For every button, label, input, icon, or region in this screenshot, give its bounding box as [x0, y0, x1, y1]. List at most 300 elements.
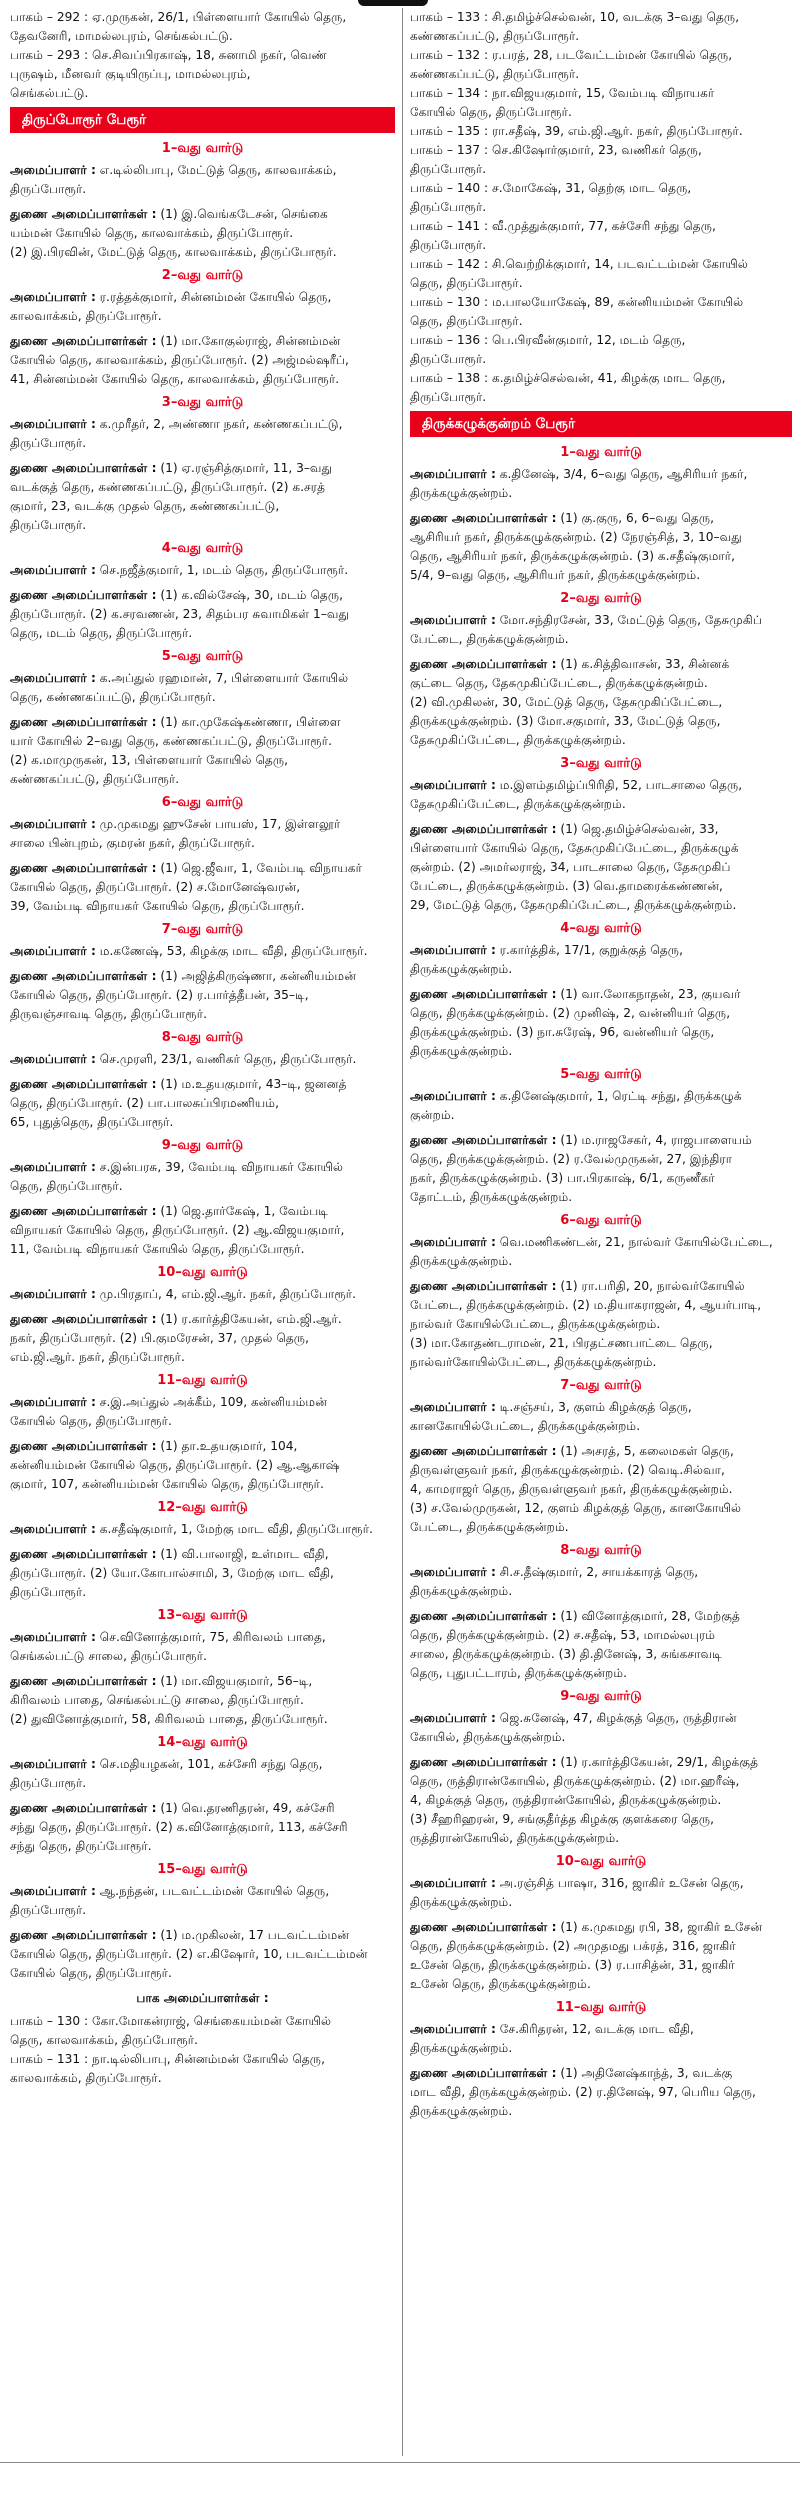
town-banner: திருப்போரூர் பேரூர் — [10, 107, 395, 133]
text-line — [10, 497, 395, 516]
text-line — [410, 1937, 792, 1956]
role-label: துணை அமைப்பாளர்கள் : — [410, 1609, 557, 1623]
line-text: தெரு, திருக்கழுக்குன்றம். (2) ச.சதீஷ், 53, மாமல்லபுரம் — [410, 1628, 716, 1642]
text-line — [410, 1728, 792, 1747]
line-text: பாகம் – 132 : ர.பரத், 28, படவேட்டம்மன் கோயில் தெரு, — [410, 48, 733, 62]
line-text: திருப்போரூர். — [10, 182, 87, 196]
line-text: ச.இ.அப்துல் அக்கீம், 109, கன்னியம்மன் — [95, 1395, 328, 1409]
line-text: திருப்போரூர். (2) க.சரவணன், 23, சிதம்பர சுவாமிகள் 1–வது — [10, 607, 350, 621]
text-line — [10, 1094, 395, 1113]
line-text: (1) ஜெ.தார்கேஷ், 1, வேம்படி — [156, 1204, 328, 1218]
line-text: ர.கார்த்திக், 17/1, குறுக்குத் தெரு, — [495, 943, 683, 957]
line-text: (1) ஜெ.ஜீவா, 1, வேம்படி விநாயகர் — [156, 861, 362, 875]
text-line — [410, 1829, 792, 1848]
line-text: தெரு, திருப்போரூர். — [10, 1179, 123, 1193]
role-label: அமைப்பாளர் : — [410, 467, 496, 481]
text-line — [10, 1945, 395, 1964]
role-label: அமைப்பாளர் : — [10, 1395, 96, 1409]
line-text: (1) வா.லோகநாதன், 23, குயவர் — [556, 987, 741, 1001]
text-line — [410, 896, 792, 915]
role-label: துணை அமைப்பாளர்கள் : — [10, 1439, 157, 1453]
line-text: (1) க.சித்திவாசன், 33, சின்னக் — [556, 657, 730, 671]
text-line — [410, 8, 792, 27]
text-line — [410, 255, 792, 274]
text-line — [10, 1628, 395, 1647]
ward-heading: 14–வது வார்டு — [157, 1735, 248, 1750]
text-line — [10, 1799, 395, 1818]
text-line — [10, 859, 395, 878]
text-line — [10, 688, 395, 707]
text-line — [10, 1475, 395, 1494]
text-line — [410, 1810, 792, 1829]
ward-heading: 1–வது வார்டு — [161, 141, 244, 156]
text-line — [410, 160, 792, 179]
masthead-fragment — [358, 0, 428, 6]
line-text: திருப்போரூர். — [410, 238, 487, 252]
ward-heading: 11–வது வார்டு — [555, 2000, 647, 2015]
line-text: (3) ச.வேல்முருகன், 12, குளம் கிழக்குத் தெரு, கானகோயில் — [410, 1501, 742, 1515]
line-text: திருப்போரூர். — [10, 436, 87, 450]
line-text: எ.டில்லிபாபு, மேட்டுத் தெரு, காலவாக்கம், — [95, 163, 337, 177]
text-line — [10, 161, 395, 180]
role-label: துணை அமைப்பாளர்கள் : — [10, 1204, 157, 1218]
ward-heading: 3–வது வார்டு — [161, 395, 244, 410]
text-line — [410, 1607, 792, 1626]
text-line — [10, 1202, 395, 1221]
text-line — [10, 288, 395, 307]
text-line — [10, 1412, 395, 1431]
line-text: (1) அஜித்கிருஷ்ணா, கன்னியம்மன் — [156, 969, 357, 983]
role-label: துணை அமைப்பாளர்கள் : — [410, 1444, 557, 1458]
role-label: துணை அமைப்பாளர்கள் : — [10, 207, 157, 221]
text-line — [10, 1437, 395, 1456]
text-line — [410, 960, 792, 979]
line-text: கண்ணகப்பட்டு, திருப்போரூர். — [410, 67, 580, 81]
text-line — [410, 1233, 792, 1252]
text-line — [10, 1285, 395, 1304]
line-text: நால்வர் கோயில்பேட்டை, திருக்கழுக்குன்றம். — [410, 1317, 661, 1331]
text-line — [410, 1315, 792, 1334]
line-text: செங்கல்பட்டு. — [10, 86, 89, 100]
text-line — [10, 878, 395, 897]
text-line — [10, 2050, 395, 2069]
line-text: காலவாக்கம், திருப்போரூர். — [10, 309, 162, 323]
text-line — [410, 274, 792, 293]
text-line — [410, 985, 792, 1004]
text-line — [410, 776, 792, 795]
line-text: (2) இ.பிரவின், மேட்டுத் தெரு, காலவாக்கம், திருப்போரூர். — [10, 245, 337, 259]
text-line — [410, 1918, 792, 1937]
text-line — [10, 459, 395, 478]
line-text: சாலை பின்புறம், குமரன் நகர், திருப்போரூர். — [10, 836, 255, 850]
line-text: திருப்போரூர். — [10, 1585, 87, 1599]
text-line — [10, 834, 395, 853]
role-label: அமைப்பாளர் : — [410, 1565, 496, 1579]
ward-heading: 15–வது வார்டு — [157, 1862, 248, 1877]
text-line — [10, 1520, 395, 1539]
text-line — [410, 2064, 792, 2083]
text-line — [10, 1647, 395, 1666]
text-line — [10, 561, 395, 580]
line-text: சாலை, திருக்கழுக்குன்றம். (3) தி.தினேஷ், 3, சுங்கசாவடி — [410, 1647, 722, 1661]
ward-heading: 5–வது வார்டு — [161, 649, 244, 664]
line-text: 39, வேம்படி விநாயகர் கோயில் தெரு, திருப்போரூர். — [10, 899, 305, 913]
text-line — [410, 1626, 792, 1645]
text-line — [10, 1583, 395, 1602]
line-text: சே.கிரிதரன், 12, வடக்கு மாட வீதி, — [495, 2022, 694, 2036]
line-text: பாகம் – 140 : ச.மோகேஷ், 31, தெற்கு மாட தெரு, — [410, 181, 692, 195]
text-line — [410, 1188, 792, 1207]
text-line — [410, 1893, 792, 1912]
right-column — [410, 8, 792, 2456]
line-text: தேவனேரி, மாமல்லபுரம், செங்கல்பட்டு. — [10, 29, 233, 43]
text-line — [410, 46, 792, 65]
text-line — [410, 1753, 792, 1772]
line-text: எம்.ஜி.ஆர். நகர், திருப்போரூர். — [10, 1350, 185, 1364]
ward-heading: 10–வது வார்டு — [555, 1854, 647, 1869]
text-line — [10, 1329, 395, 1348]
line-text: திருப்போரூர். — [410, 352, 487, 366]
text-line — [10, 1672, 395, 1691]
line-text: திருக்கழுக்குன்றம். (3) மோ.சகுமார், 33, மேட்டுத் தெரு, — [410, 714, 721, 728]
role-label: அமைப்பாளர் : — [10, 944, 96, 958]
role-label: அமைப்பாளர் : — [10, 1522, 96, 1536]
line-text: திருப்போரூர். (2) யோ.கோபால்சாமி, 3, மேற்கு மாட வீதி, — [10, 1566, 334, 1580]
line-text: தெரு, ருத்திரான்கோயில், திருக்கழுக்குன்றம். (2) மா.ஹரீஷ், — [410, 1774, 740, 1788]
line-text: பேட்டை, திருக்கழுக்குன்றம். (2) ம.தியாகராஜன், 4, ஆயர்பாடி, — [410, 1298, 762, 1312]
text-line — [410, 1042, 792, 1061]
line-text: தெரு, புதுபட்டாரம், திருக்கழுக்குன்றம். — [410, 1666, 628, 1680]
text-line — [410, 1417, 792, 1436]
role-label: துணை அமைப்பாளர்கள் : — [10, 1077, 157, 1091]
line-text: (1) கு.குரு, 6, 6–வது தெரு, — [556, 511, 715, 525]
text-line — [410, 1398, 792, 1417]
line-text: பாகம் – 138 : க.தமிழ்ச்செல்வன், 41, கிழக்கு மாட தெரு, — [410, 371, 726, 385]
text-line — [410, 1480, 792, 1499]
line-text: க.அப்துல் ரஹமான், 7, பிள்ளையார் கோயில் — [95, 671, 349, 685]
text-line — [10, 751, 395, 770]
text-line — [10, 942, 395, 961]
line-text: பாகம் – 141 : வீ.முத்துக்குமார், 77, கச்சேரி சந்து தெரு, — [410, 219, 716, 233]
role-label: துணை அமைப்பாளர்கள் : — [410, 987, 557, 1001]
line-text: சந்து தெரு, திருப்போரூர். — [10, 1839, 152, 1853]
line-text: திருக்கழுக்குன்றம். — [410, 2041, 513, 2055]
line-text: திருக்கழுக்குன்றம். — [410, 2104, 513, 2118]
text-line — [10, 2069, 395, 2088]
text-line — [410, 312, 792, 331]
role-label: துணை அமைப்பாளர்கள் : — [410, 1920, 557, 1934]
text-line — [10, 370, 395, 389]
line-text: க.தினேஷ், 3/4, 6–வது தெரு, ஆசிரியர் நகர், — [495, 467, 748, 481]
role-label: அமைப்பாளர் : — [10, 817, 96, 831]
text-line — [410, 2039, 792, 2058]
role-label: அமைப்பாளர் : — [10, 1884, 96, 1898]
line-text: (1) மா.விஜயகுமார், 56–டி, — [156, 1674, 313, 1688]
line-text: (1) க.முகமது ரபி, 38, ஜாகிர் உசேன் — [556, 1920, 763, 1934]
role-label: அமைப்பாளர் : — [410, 1089, 496, 1103]
line-text: திருப்போரூர். — [410, 162, 487, 176]
line-text: (1) ஏ.ரஞ்சித்குமார், 11, 3–வது — [156, 461, 333, 475]
text-line — [410, 1277, 792, 1296]
text-line — [10, 732, 395, 751]
text-line — [410, 65, 792, 84]
text-line — [410, 293, 792, 312]
line-text: திருப்போரூர். — [10, 1776, 87, 1790]
role-label: அமைப்பாளர் : — [410, 1235, 496, 1249]
line-text: பேட்டை, திருக்கழுக்குன்றம். — [410, 1520, 569, 1534]
text-line — [10, 713, 395, 732]
text-line — [10, 1348, 395, 1367]
text-line — [10, 65, 395, 84]
line-text: (3) மா.கோதண்டராமன், 21, பிரதட்சணபாட்டை தெரு, — [410, 1336, 713, 1350]
text-line — [410, 1582, 792, 1601]
text-line — [410, 369, 792, 388]
line-text: (1) ம.முகிலன், 17 படவட்டம்மன் — [156, 1928, 350, 1942]
text-line — [10, 586, 395, 605]
text-line — [410, 1664, 792, 1683]
line-text: கன்னியம்மன் கோயில் தெரு, திருப்போரூர். (2) ஆ.ஆகாஷ் — [10, 1458, 340, 1472]
text-line — [410, 1975, 792, 1994]
line-text: உசேன் தெரு, திருக்கழுக்குன்றம். (3) ர.பாசித்ன், 31, ஜாகிர் — [410, 1958, 735, 1972]
text-line — [10, 967, 395, 986]
text-line — [10, 1240, 395, 1259]
line-text: திருக்கழுக்குன்றம். — [410, 962, 513, 976]
role-label: துணை அமைப்பாளர்கள் : — [10, 588, 157, 602]
text-line — [10, 1075, 395, 1094]
line-text: காலவாக்கம், திருப்போரூர். — [10, 2071, 162, 2085]
text-line — [410, 1645, 792, 1664]
line-text: விநாயகர் கோயில் தெரு, திருப்போரூர். (2) ஆ.விஜயகுமார், — [10, 1223, 345, 1237]
line-text: செங்கல்பட்டு சாலை, திருப்போரூர். — [10, 1649, 207, 1663]
line-text: (1) அதினேஷ்காந்த், 3, வடக்கு — [556, 2066, 733, 2080]
line-text: குன்றம். — [410, 1108, 455, 1122]
line-text: திருப்போரூர். — [410, 390, 487, 404]
role-label: துணை அமைப்பாளர்கள் : — [10, 1547, 157, 1561]
role-label: துணை அமைப்பாளர்கள் : — [10, 715, 157, 729]
line-text: பாகம் – 135 : ரா.சதீஷ், 39, எம்.ஜி.ஆர். நகர், திருப்போரூர். — [410, 124, 743, 138]
role-label: துணை அமைப்பாளர்கள் : — [10, 461, 157, 475]
ward-heading: 9–வது வார்டு — [161, 1138, 244, 1153]
line-text: திருப்போரூர். — [10, 518, 87, 532]
ward-heading: 12–வது வார்டு — [157, 1500, 248, 1515]
line-text: (1) வி.பாலாஜி, உள்மாட வீதி, — [156, 1547, 329, 1561]
text-line — [10, 1393, 395, 1412]
text-line — [410, 1791, 792, 1810]
line-text: கோயில் தெரு, திருப்போரூர். — [410, 105, 572, 119]
line-text: ம.இளம்தமிழ்ப்பிரிதி, 52, பாடசாலை தெரு, — [495, 778, 743, 792]
line-text: நகர், திருக்கழுக்குன்றம். (3) பா.பிரகாஷ், 6/1, கருணீகர் — [410, 1171, 715, 1185]
role-label: துணை அமைப்பாளர்கள் : — [410, 657, 557, 671]
ward-heading: 8–வது வார்டு — [161, 1030, 244, 1045]
line-text: தெரு, திருக்கழுக்குன்றம். (2) முனிஷ், 2, வன்னியர் தெரு, — [410, 1006, 731, 1020]
line-text: ருத்திரான்கோயில், திருக்கழுக்குன்றம். — [410, 1831, 620, 1845]
line-text: திருக்கழுக்குன்றம். — [410, 1584, 513, 1598]
line-text: (1) தா.உதயகுமார், 104, — [156, 1439, 298, 1453]
line-text: குன்றம். (2) அமர்லராஜ், 34, பாடசாலை தெரு, தேசுமுகிப் — [410, 860, 731, 874]
text-line — [10, 1456, 395, 1475]
line-text: ஆசிரியர் நகர், திருக்கழுக்குன்றம். (2) நேரஞ்சித், 3, 10–வது — [410, 530, 742, 544]
role-label: அமைப்பாளர் : — [10, 1630, 96, 1644]
role-label: அமைப்பாளர் : — [410, 2022, 496, 2036]
line-text: (1) ம.உதயகுமார், 43–டி, ஜனனத் — [156, 1077, 347, 1091]
line-text: திருக்கழுக்குன்றம். — [410, 486, 513, 500]
line-text: பாகம் – 134 : நா.விஜயகுமார், 15, வேம்படி விநாயகர் — [410, 86, 715, 100]
line-text: 5/4, 9–வது தெரு, ஆசிரியர் நகர், திருக்கழுக்குன்றம். — [410, 568, 701, 582]
line-text: திருக்கழுக்குன்றம். — [410, 1044, 513, 1058]
line-text: தெரு, திருக்கழுக்குன்றம். (2) ர.வேல்முருகன், 27, இந்திரா — [410, 1152, 733, 1166]
text-line — [410, 2102, 792, 2121]
text-line — [10, 434, 395, 453]
text-line — [410, 122, 792, 141]
line-text: தெரு, கண்ணகப்பட்டு, திருப்போரூர். — [10, 690, 216, 704]
text-line — [410, 674, 792, 693]
text-line — [410, 198, 792, 217]
line-text: நால்வர்கோயில்பேட்டை, திருக்கழுக்குன்றம். — [410, 1355, 657, 1369]
line-text: தெரு, மடம் தெரு, திருப்போரூர். — [10, 626, 193, 640]
text-line — [410, 655, 792, 674]
role-label: துணை அமைப்பாளர்கள் : — [410, 2066, 557, 2080]
text-line — [10, 1564, 395, 1583]
text-line — [10, 986, 395, 1005]
line-text: மோ.சந்திரசேன், 33, மேட்டுத் தெரு, தேசுமுகிப் — [495, 613, 762, 627]
text-line — [410, 1874, 792, 1893]
line-text: 4, கிழக்குத் தெரு, ருத்திரான்கோயில், திருக்கழுக்குன்றம். — [410, 1793, 722, 1807]
line-text: தெரு, ஆசிரியர் நகர், திருக்கழுக்குன்றம். (3) க.சதீஷ்குமார், — [410, 549, 736, 563]
text-line — [10, 2012, 395, 2031]
line-text: குமார், 107, கன்னியம்மன் கோயில் தெரு, திருப்போரூர். — [10, 1477, 324, 1491]
text-line — [10, 1818, 395, 1837]
line-text: கிரிவலம் பாதை, செங்கல்பட்டு சாலை, திருப்போரூர். — [10, 1693, 304, 1707]
text-line — [410, 1150, 792, 1169]
line-text: கோயில் தெரு, காலவாக்கம், திருப்போரூர். (2) அஜ்மல்ஷரீப், — [10, 353, 349, 367]
line-text: பேட்டை, திருக்கழுக்குன்றம். (3) வெ.தாமரைக்கண்ணன், — [410, 879, 723, 893]
section-subheading: பாக அமைப்பாளர்கள் : — [136, 1991, 269, 2005]
ward-heading: 4–வது வார்டு — [560, 921, 642, 936]
text-line — [10, 1310, 395, 1329]
line-text: பேட்டை, திருக்கழுக்குன்றம். — [410, 632, 569, 646]
text-line — [410, 2083, 792, 2102]
line-text: தெரு, திருப்போரூர். — [410, 276, 523, 290]
line-text: புருஷம், மீனவர் குடியிருப்பு, மாமல்லபுரம், — [10, 67, 251, 81]
line-text: கானகோயில்பேட்டை, திருக்கழுக்குன்றம். — [410, 1419, 641, 1433]
text-line — [410, 1353, 792, 1372]
text-line — [10, 2031, 395, 2050]
role-label: துணை அமைப்பாளர்கள் : — [10, 1312, 157, 1326]
line-text: (1) மா.கோகுல்ராஜ், சின்னம்மன் — [156, 334, 341, 348]
line-text: 29, மேட்டுத் தெரு, தேசுமுகிப்பேட்டை, திருக்கழுக்குன்றம். — [410, 898, 737, 912]
role-label: அமைப்பாளர் : — [410, 1400, 496, 1414]
text-line — [10, 307, 395, 326]
text-line — [410, 484, 792, 503]
line-text: ஆ.நந்தன், படவட்டம்மன் கோயில் தெரு, — [95, 1884, 330, 1898]
text-line — [410, 566, 792, 585]
line-text: தோட்டம், திருக்கழுக்குன்றம். — [410, 1190, 573, 1204]
ward-heading: 11–வது வார்டு — [157, 1373, 248, 1388]
line-text: (3) சீஹரிஹரன், 9, சங்குதீர்த்த கிழக்கு குளக்கரை தெரு, — [410, 1812, 715, 1826]
role-label: அமைப்பாளர் : — [410, 1711, 496, 1725]
line-text: தெரு, திருப்போரூர். (2) பா.பாலசுப்பிரமணியம், — [10, 1096, 279, 1110]
role-label: அமைப்பாளர் : — [410, 778, 496, 792]
text-line — [10, 205, 395, 224]
role-label: துணை அமைப்பாளர்கள் : — [10, 861, 157, 875]
text-line — [410, 795, 792, 814]
line-text: உசேன் தெரு, திருக்கழுக்குன்றம். — [410, 1977, 591, 1991]
line-text: சந்து தெரு, திருப்போரூர். (2) க.வினோத்குமார், 113, கச்சேரி — [10, 1820, 348, 1834]
line-text: கோயில் தெரு, திருப்போரூர். (2) ச.மோனேஷ்வரன், — [10, 880, 301, 894]
text-line — [10, 815, 395, 834]
line-text: பாகம் – 137 : செ.கிஷோர்குமார், 23, வணிகர் தெரு, — [410, 143, 702, 157]
line-text: திருப்போரூர். — [10, 1903, 87, 1917]
bottom-rule — [0, 2462, 800, 2463]
text-line — [410, 141, 792, 160]
line-text: தேசுமுகிப்பேட்டை, திருக்கழுக்குன்றம். — [410, 797, 626, 811]
ward-heading: 7–வது வார்டு — [560, 1378, 642, 1393]
role-label: துணை அமைப்பாளர்கள் : — [10, 1928, 157, 1942]
text-line — [410, 236, 792, 255]
text-line — [10, 415, 395, 434]
text-line — [10, 1158, 395, 1177]
line-text: செ.நஜீத்குமார், 1, மடம் தெரு, திருப்போரூர். — [95, 563, 349, 577]
role-label: அமைப்பாளர் : — [10, 163, 96, 177]
text-line — [10, 332, 395, 351]
town-banner: திருக்கழுக்குன்றம் பேரூர் — [410, 411, 792, 437]
text-line — [10, 1050, 395, 1069]
text-line — [410, 528, 792, 547]
line-text: பாகம் – 131 : நா.டில்லிபாபு, சின்னம்மன் கோயில் தெரு, — [10, 2052, 325, 2066]
role-label: துணை அமைப்பாளர்கள் : — [10, 969, 157, 983]
role-label: அமைப்பாளர் : — [10, 1160, 96, 1174]
line-text: பிள்ளையார் கோயில் தெரு, தேசுமுகிப்பேட்டை, திருக்கழுக் — [410, 841, 739, 855]
line-text: அ.ரஞ்சித் பாஷா, 316, ஜாகிர் உசேன் தெரு, — [495, 1876, 744, 1890]
text-line — [10, 1774, 395, 1793]
text-line — [10, 478, 395, 497]
ward-heading: 4–வது வார்டு — [161, 541, 244, 556]
role-label: துணை அமைப்பாளர்கள் : — [410, 1755, 557, 1769]
text-line — [410, 388, 792, 407]
text-line — [410, 1334, 792, 1353]
text-line — [10, 1113, 395, 1132]
text-line — [10, 605, 395, 624]
role-label: துணை அமைப்பாளர்கள் : — [410, 1133, 557, 1147]
text-line — [410, 179, 792, 198]
ward-heading: 2–வது வார்டு — [560, 591, 642, 606]
text-line — [10, 516, 395, 535]
role-label: துணை அமைப்பாளர்கள் : — [10, 1674, 157, 1688]
text-line — [10, 46, 395, 65]
line-text: பாகம் – 142 : சி.வெற்றிக்குமார், 14, படவட்டம்மன் கோயில் — [410, 257, 749, 271]
line-text: பாகம் – 293 : செ.சிவப்பிரகாஷ், 18, சுனாமி நகர், வெண் — [10, 48, 327, 62]
text-line — [10, 1964, 395, 1983]
ward-heading: 6–வது வார்டு — [560, 1213, 642, 1228]
text-line — [10, 770, 395, 789]
line-text: குட்டை தெரு, தேசுமுகிப்பேட்டை, திருக்கழுக்குன்றம். — [410, 676, 708, 690]
text-line — [410, 1956, 792, 1975]
text-line — [10, 1691, 395, 1710]
text-line — [410, 84, 792, 103]
line-text: மு.முகமது ஹுசேன் பாயஸ், 17, இள்ளலூர் — [95, 817, 341, 831]
line-text: 11, வேம்படி விநாயகர் கோயில் தெரு, திருப்போரூர். — [10, 1242, 305, 1256]
text-line — [10, 243, 395, 262]
line-text: திருக்கழுக்குன்றம். (3) நா.சுரேஷ், 96, வன்னியர் தெரு, — [410, 1025, 715, 1039]
text-line — [410, 2020, 792, 2039]
text-line — [10, 1710, 395, 1729]
text-line — [10, 624, 395, 643]
text-line — [410, 1106, 792, 1125]
line-text: பாகம் – 292 : ஏ.முருகன், 26/1, பிள்ளையார் கோயில் தெரு, — [10, 10, 347, 24]
line-text: சி.ச.தீஷ்குமார், 2, சாயக்காரத் தெரு, — [495, 1565, 699, 1579]
line-text: திருப்போரூர். — [410, 200, 487, 214]
text-line — [10, 1882, 395, 1901]
